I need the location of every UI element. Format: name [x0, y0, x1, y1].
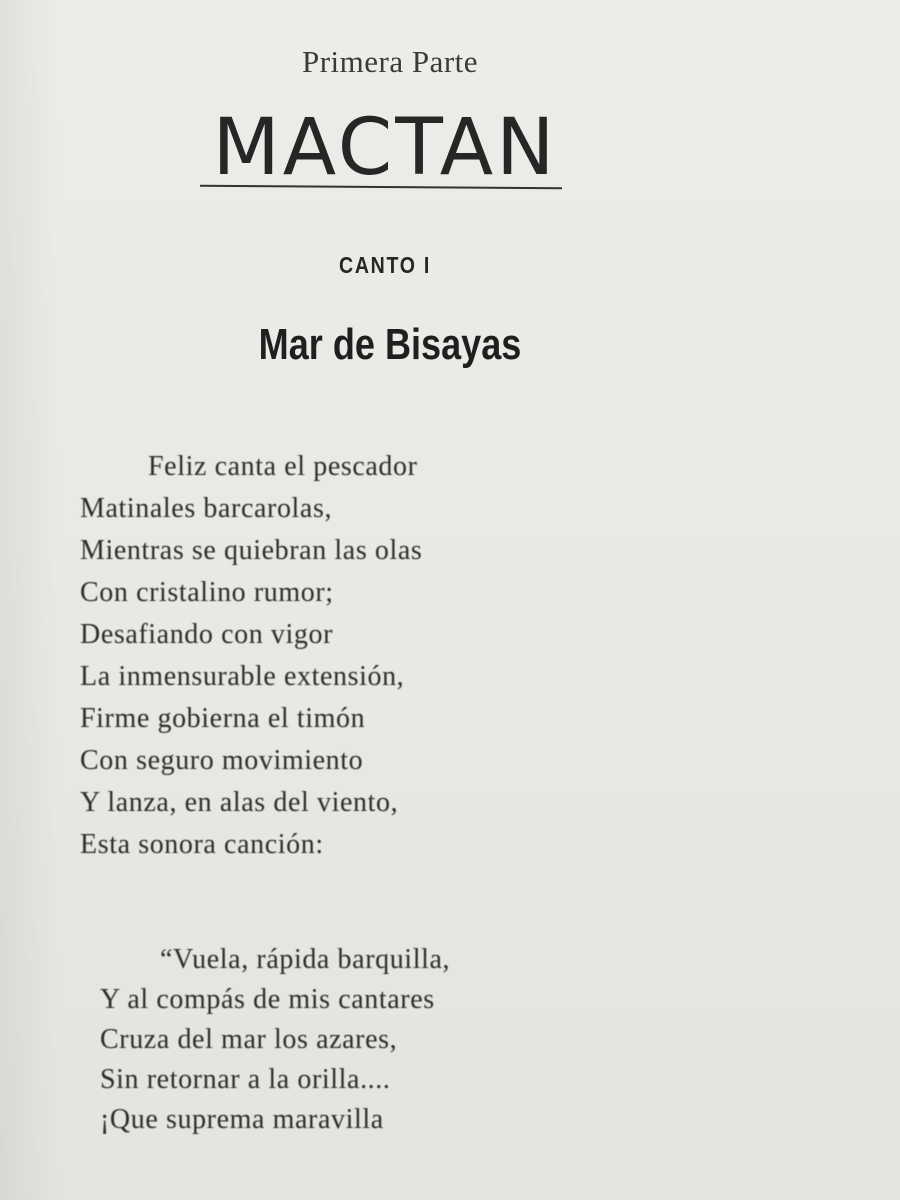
verse-line: Con seguro movimiento: [80, 745, 364, 776]
verse-line: Y al compás de mis cantares: [100, 984, 435, 1015]
verse-line: Con cristalino rumor;: [80, 577, 334, 608]
part-heading: Primera Parte: [301, 44, 479, 79]
verse-line: Desafiando con vigor: [80, 619, 334, 650]
stanza-2: [100, 940, 660, 1140]
verse-line: Sin retornar a la orilla....: [100, 1064, 391, 1095]
verse-line: Mientras se quiebran las olas: [80, 535, 423, 566]
verse-line: ¡Que suprema maravilla: [100, 1104, 384, 1135]
verse-line: “Vuela, rápida barquilla,: [160, 944, 451, 975]
book-title: MACTAN: [212, 103, 558, 193]
verse-line: Y lanza, en alas del viento,: [80, 787, 399, 818]
canto-title: Mar de Bisayas: [258, 320, 522, 369]
verse-line: Firme gobierna el timón: [80, 703, 366, 734]
verse-line: Matinales barcarolas,: [80, 493, 333, 524]
verse-line: Cruza del mar los azares,: [100, 1024, 398, 1055]
verse-line: Feliz canta el pescador: [148, 451, 418, 482]
verse-line: La inmensurable extensión,: [80, 661, 405, 692]
stanza-1: [80, 446, 640, 866]
verse-line: Esta sonora canción:: [80, 829, 324, 860]
canto-label: CANTO I: [339, 252, 431, 278]
